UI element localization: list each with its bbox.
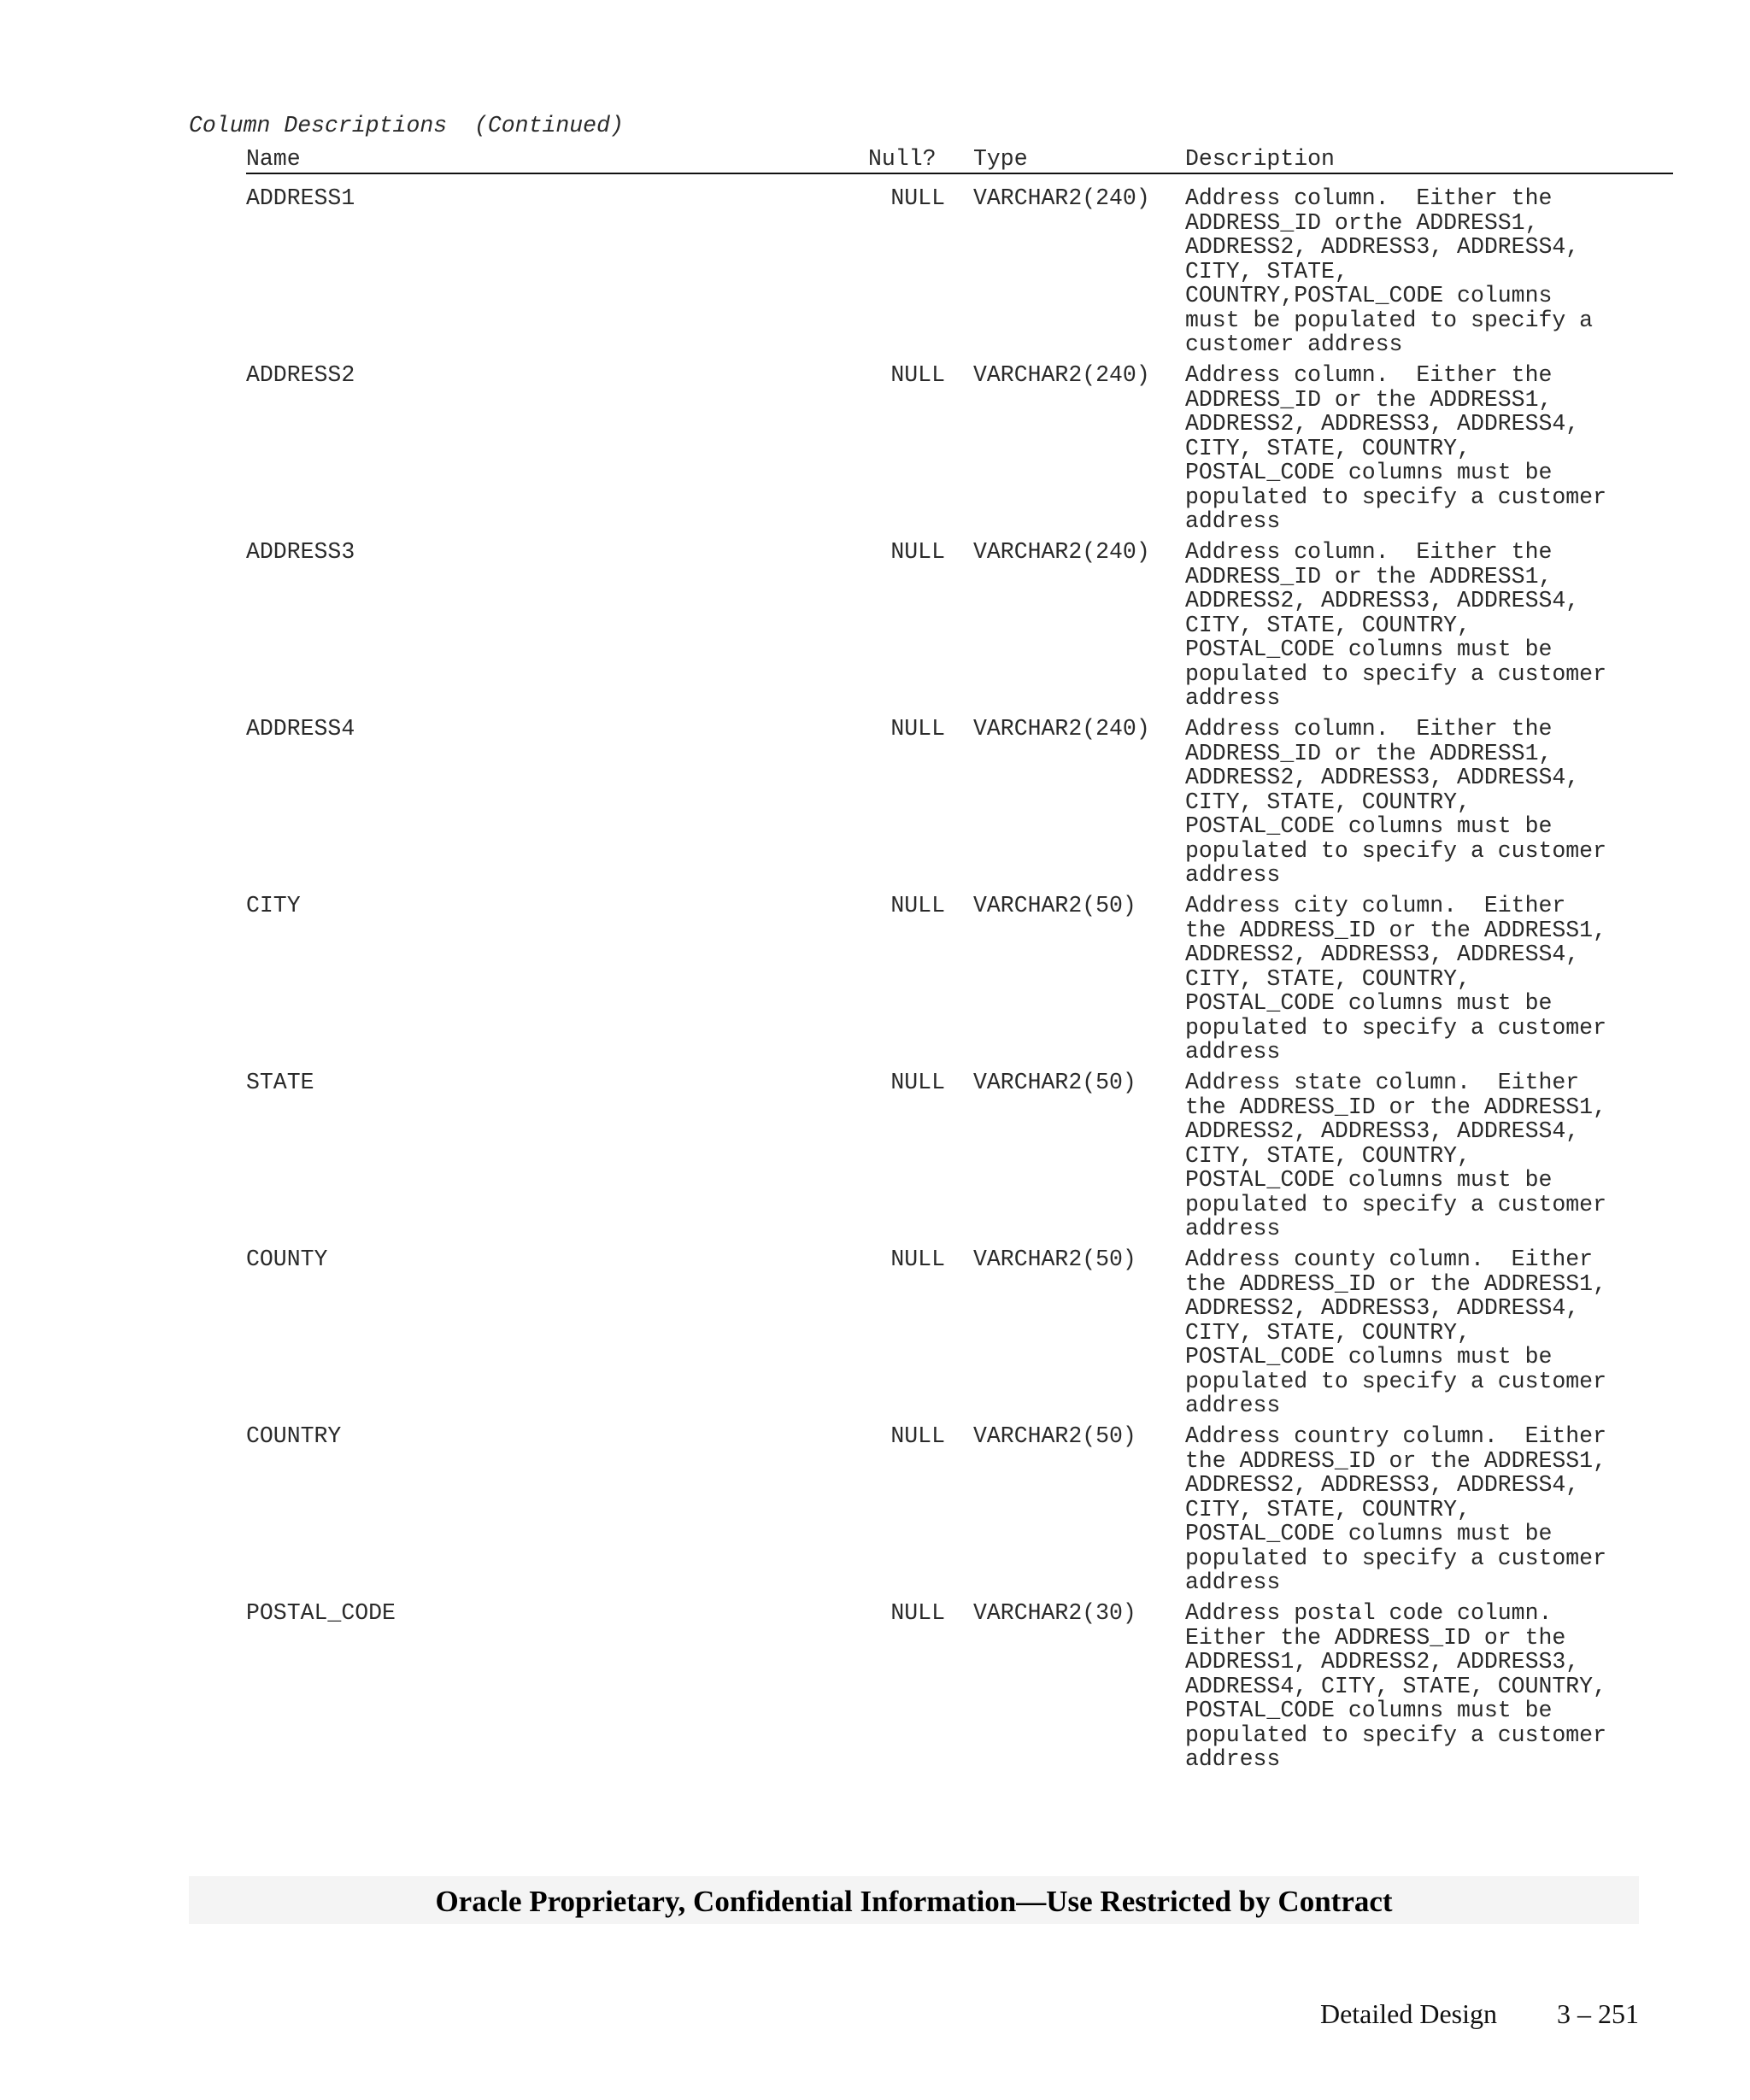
column-type: VARCHAR2(240) <box>973 362 1150 388</box>
page-number: 3 – 251 <box>1557 1998 1639 2029</box>
column-null: NULL <box>890 1423 945 1449</box>
column-type: VARCHAR2(240) <box>973 539 1150 565</box>
column-description: Address city column. Either the ADDRESS_ID or the ADDRESS1, ADDRESS2, ADDRESS3, ADDRESS4, CITY, STATE, COUNTRY, POSTAL_CODE columns must be populated to specify a customer address <box>1185 893 1606 1065</box>
table-row <box>246 1424 1673 1601</box>
header-name: Name <box>246 146 301 172</box>
column-null: NULL <box>890 716 945 742</box>
column-type: VARCHAR2(50) <box>973 1247 1136 1272</box>
page-footer <box>1307 1967 1639 2030</box>
table-row <box>246 1601 1673 1778</box>
column-description: Address column. Either the ADDRESS_ID or the ADDRESS1, ADDRESS2, ADDRESS3, ADDRESS4, CITY, STATE, COUNTRY, POSTAL_CODE columns must be populated to specify a customer address <box>1185 539 1606 711</box>
column-name: COUNTY <box>246 1247 328 1272</box>
column-null: NULL <box>890 893 945 918</box>
column-name: COUNTRY <box>246 1423 342 1449</box>
column-null: NULL <box>890 362 945 388</box>
column-name: CITY <box>246 893 301 918</box>
table-header <box>246 147 1673 174</box>
header-null: Null? <box>868 146 937 172</box>
column-type: VARCHAR2(240) <box>973 185 1150 211</box>
column-name: ADDRESS1 <box>246 185 355 211</box>
column-null: NULL <box>890 1070 945 1095</box>
column-description: Address county column. Either the ADDRESS_ID or the ADDRESS1, ADDRESS2, ADDRESS3, ADDRESS4, CITY, STATE, COUNTRY, POSTAL_CODE columns must be populated to specify a customer address <box>1185 1247 1606 1418</box>
table-row <box>246 894 1673 1071</box>
column-description: Address state column. Either the ADDRESS_ID or the ADDRESS1, ADDRESS2, ADDRESS3, ADDRESS4, CITY, STATE, COUNTRY, POSTAL_CODE columns must be populated to specify a customer address <box>1185 1070 1606 1241</box>
confidentiality-notice: Oracle Proprietary, Confidential Information––Use Restricted by Contract <box>435 1885 1393 1918</box>
table-row <box>246 186 1673 363</box>
column-description: Address column. Either the ADDRESS_ID orthe ADDRESS1, ADDRESS2, ADDRESS3, ADDRESS4, CITY, STATE, COUNTRY,POSTAL_CODE columns must be populated to specify a customer address <box>1185 185 1594 357</box>
confidentiality-banner <box>189 1876 1639 1924</box>
column-type: VARCHAR2(50) <box>973 1423 1136 1449</box>
column-type: VARCHAR2(240) <box>973 716 1150 742</box>
column-description: Address column. Either the ADDRESS_ID or the ADDRESS1, ADDRESS2, ADDRESS3, ADDRESS4, CITY, STATE, COUNTRY, POSTAL_CODE columns must be populated to specify a customer address <box>1185 362 1606 534</box>
header-description: Description <box>1185 146 1335 172</box>
column-name: ADDRESS3 <box>246 539 355 565</box>
column-type: VARCHAR2(30) <box>973 1600 1136 1626</box>
column-type: VARCHAR2(50) <box>973 1070 1136 1095</box>
column-name: ADDRESS2 <box>246 362 355 388</box>
column-null: NULL <box>890 539 945 565</box>
section-name: Detailed Design <box>1319 1998 1497 2029</box>
table-row <box>246 1071 1673 1247</box>
column-name: ADDRESS4 <box>246 716 355 742</box>
column-null: NULL <box>890 1247 945 1272</box>
table-row <box>246 1247 1673 1424</box>
column-type: VARCHAR2(50) <box>973 893 1136 918</box>
column-name: STATE <box>246 1070 314 1095</box>
column-description: Address country column. Either the ADDRESS_ID or the ADDRESS1, ADDRESS2, ADDRESS3, ADDRESS4, CITY, STATE, COUNTRY, POSTAL_CODE columns must be populated to specify a customer address <box>1185 1423 1606 1595</box>
column-null: NULL <box>890 1600 945 1626</box>
header-type: Type <box>973 146 1028 172</box>
table-row <box>246 540 1673 717</box>
column-description: Address column. Either the ADDRESS_ID or the ADDRESS1, ADDRESS2, ADDRESS3, ADDRESS4, CITY, STATE, COUNTRY, POSTAL_CODE columns must be populated to specify a customer address <box>1185 716 1606 888</box>
table-body <box>246 186 1673 1778</box>
column-description: Address postal code column. Either the ADDRESS_ID or the ADDRESS1, ADDRESS2, ADDRESS3, ADDRESS4, CITY, STATE, COUNTRY, POSTAL_CODE columns must be populated to specify a customer address <box>1185 1600 1606 1772</box>
column-name: POSTAL_CODE <box>246 1600 396 1626</box>
column-descriptions-table <box>246 147 1673 1778</box>
table-row <box>246 717 1673 894</box>
table-row <box>246 363 1673 540</box>
table-caption: Column Descriptions (Continued) <box>189 113 624 138</box>
column-null: NULL <box>890 185 945 211</box>
